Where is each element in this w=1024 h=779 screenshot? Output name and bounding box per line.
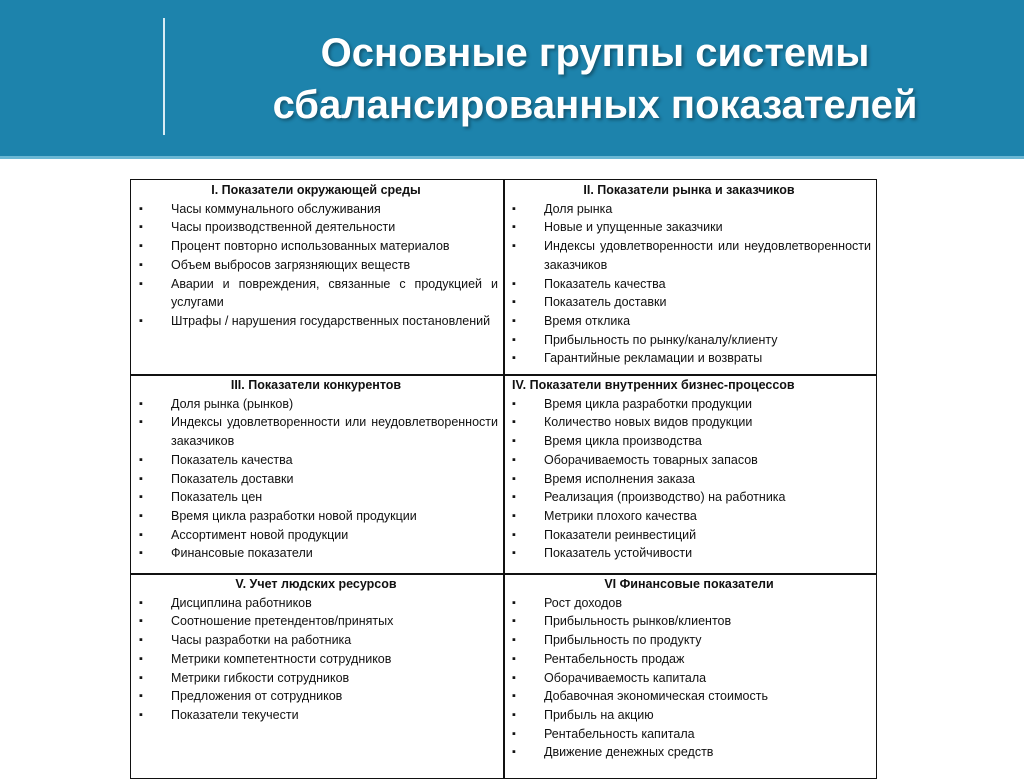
indicators-table bbox=[130, 179, 877, 779]
list-item: ▪ Время цикла разработки новой продукции bbox=[134, 507, 498, 526]
banner-underline bbox=[0, 156, 1024, 159]
list-item: ▪ Показатель доставки bbox=[134, 470, 498, 489]
list-item: ▪ Показатель доставки bbox=[507, 293, 871, 312]
list-item: ▪ Процент повторно использованных материалов bbox=[134, 237, 498, 256]
table-column-divider bbox=[503, 180, 505, 778]
group-heading: III. Показатели конкурентов bbox=[230, 378, 402, 392]
group-financial bbox=[507, 575, 875, 762]
group-heading: II. Показатели рынка и заказчиков bbox=[583, 183, 795, 197]
slide-title-line-2: сбалансированных показателей bbox=[272, 83, 918, 127]
list-item: ▪ Объем выбросов загрязняющих веществ bbox=[134, 256, 498, 275]
list-item: ▪ Рентабельность капитала bbox=[507, 725, 871, 744]
list-item: ▪ Ассортимент новой продукции bbox=[134, 526, 498, 545]
list-item: ▪ Доля рынка (рынков) bbox=[134, 395, 498, 414]
list-item: ▪ Время исполнения заказа bbox=[507, 470, 871, 489]
list-item: ▪ Метрики компетентности сотрудников bbox=[134, 650, 498, 669]
list-item: ▪ Время цикла разработки продукции bbox=[507, 395, 871, 414]
list-item: ▪ Гарантийные рекламации и возвраты bbox=[507, 349, 871, 368]
list-item: ▪ Прибыльность по продукту bbox=[507, 631, 871, 650]
slide-title-line-1: Основные группы системы bbox=[320, 31, 870, 75]
list-item: ▪ Добавочная экономическая стоимость bbox=[507, 687, 871, 706]
list-item: ▪ Показатель цен bbox=[134, 488, 498, 507]
list-item: ▪ Индексы удовлетворенности или неудовлетворенности заказчиков bbox=[507, 237, 871, 274]
list-item: ▪ Прибыль на акцию bbox=[507, 706, 871, 725]
list-item: ▪ Доля рынка bbox=[507, 200, 871, 219]
list-item: ▪ Штрафы / нарушения государственных постановлений bbox=[134, 312, 498, 331]
list-item: ▪ Рентабельность продаж bbox=[507, 650, 871, 669]
list-item: ▪ Индексы удовлетворенности или неудовлетворенности заказчиков bbox=[134, 413, 498, 450]
list-item: ▪ Соотношение претендентов/принятых bbox=[134, 612, 498, 631]
list-item: ▪ Движение денежных средств bbox=[507, 743, 871, 762]
list-item: ▪ Метрики плохого качества bbox=[507, 507, 871, 526]
list-item: ▪ Предложения от сотрудников bbox=[134, 687, 498, 706]
group-competitors bbox=[134, 376, 502, 563]
list-item: ▪ Финансовые показатели bbox=[134, 544, 498, 563]
group-heading: VI Финансовые показатели bbox=[604, 577, 774, 591]
banner-divider bbox=[163, 18, 165, 135]
list-item: ▪ Время цикла производства bbox=[507, 432, 871, 451]
list-item: ▪ Оборачиваемость товарных запасов bbox=[507, 451, 871, 470]
list-item: ▪ Новые и упущенные заказчики bbox=[507, 218, 871, 237]
list-item: ▪ Показатели текучести bbox=[134, 706, 498, 725]
list-item: ▪ Рост доходов bbox=[507, 594, 871, 613]
list-item: ▪ Реализация (производство) на работника bbox=[507, 488, 871, 507]
list-item: ▪ Метрики гибкости сотрудников bbox=[134, 669, 498, 688]
list-item: ▪ Показатель качества bbox=[134, 451, 498, 470]
list-item: ▪ Аварии и повреждения, связанные с продукцией и услугами bbox=[134, 275, 498, 312]
group-heading: IV. Показатели внутренних бизнес-процессов bbox=[512, 378, 795, 392]
group-internal-processes bbox=[507, 376, 875, 563]
list-item: ▪ Часы разработки на работника bbox=[134, 631, 498, 650]
list-item: ▪ Показатель качества bbox=[507, 275, 871, 294]
list-item: ▪ Показатель устойчивости bbox=[507, 544, 871, 563]
list-item: ▪ Время отклика bbox=[507, 312, 871, 331]
list-item: ▪ Прибыльность рынков/клиентов bbox=[507, 612, 871, 631]
group-human-resources bbox=[134, 575, 502, 725]
list-item: ▪ Часы коммунального обслуживания bbox=[134, 200, 498, 219]
group-environment bbox=[134, 181, 502, 331]
list-item: ▪ Дисциплина работников bbox=[134, 594, 498, 613]
list-item: ▪ Количество новых видов продукции bbox=[507, 413, 871, 432]
slide-title bbox=[185, 27, 1005, 131]
group-heading: I. Показатели окружающей среды bbox=[211, 183, 421, 197]
list-item: ▪ Прибыльность по рынку/каналу/клиенту bbox=[507, 331, 871, 350]
list-item: ▪ Часы производственной деятельности bbox=[134, 218, 498, 237]
group-heading: V. Учет людских ресурсов bbox=[235, 577, 397, 591]
group-market-customers bbox=[507, 181, 875, 368]
list-item: ▪ Оборачиваемость капитала bbox=[507, 669, 871, 688]
list-item: ▪ Показатели реинвестиций bbox=[507, 526, 871, 545]
